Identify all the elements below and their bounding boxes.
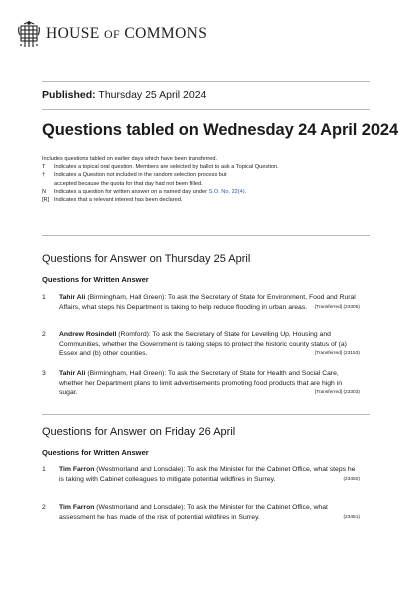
question-item: 2 Andrew Rosindell (Romford): To ask the Secretary of State for Levelling Up, Housing and Communities, whether the Government is taking steps to protect the historic county status of (a) Essex and (b) other counties. [Transferred] (23153) — [42, 331, 360, 358]
published-line — [42, 89, 206, 101]
divider — [42, 235, 370, 236]
divider — [42, 414, 370, 415]
section-heading: Questions for Answer on Friday 26 April — [42, 426, 236, 438]
intro-text: Includes questions tabled on earlier days which have been transferred. — [42, 156, 218, 162]
member-name: Tahir Ali — [59, 370, 86, 377]
divider — [42, 109, 370, 110]
portcullis-logo-icon — [18, 19, 40, 49]
house-of-commons-header — [18, 14, 207, 54]
section-subheading: Questions for Written Answer — [42, 448, 149, 457]
member-name: Tim Farron — [59, 504, 95, 511]
page-title: Questions tabled on Wednesday 24 April 2024 — [42, 121, 399, 139]
legend-item: N Indicates a question for written answer on a named day under S.O. No. 22(4). — [42, 188, 247, 195]
member-name: Tahir Ali — [59, 294, 86, 301]
question-item: 2 Tim Farron (Westmorland and Lonsdale): To ask the Minister for the Cabinet Office, what assessment he has made of the risk of potential wildfires in Surrey. (23451) — [42, 504, 360, 521]
question-reference: (23451) — [343, 514, 360, 520]
question-reference: (23450) — [343, 476, 360, 482]
question-number: 2 — [42, 331, 46, 338]
intro-legend — [42, 155, 372, 204]
member-name: Tim Farron — [59, 466, 95, 473]
question-number: 1 — [42, 466, 46, 473]
question-number: 1 — [42, 294, 46, 301]
section-subheading: Questions for Written Answer — [42, 275, 149, 284]
published-label: Published: — [42, 89, 96, 101]
legend-item: T Indicates a topical oral question. Members are selected by ballot to ask a Topical Question. — [42, 164, 279, 171]
house-title: HOUSE OF COMMONS — [46, 25, 208, 42]
member-name: Andrew Rosindell — [59, 331, 117, 338]
question-number: 2 — [42, 504, 46, 511]
question-reference: [Transferred] (23303) — [314, 390, 360, 396]
published-date: Thursday 25 April 2024 — [98, 89, 207, 101]
question-reference: [Transferred] (23305) — [314, 304, 360, 310]
question-reference: [Transferred] (23153) — [314, 351, 360, 357]
standing-order-link[interactable]: S.O. No. 22(4) — [208, 188, 245, 195]
question-item: 1 Tahir Ali (Birmingham, Hall Green): To ask the Secretary of State for Environment, Food and Rural Affairs, what steps his Department is taking to help reduce flooding in urban areas. [Transferred] (23305) — [42, 294, 360, 311]
question-number: 3 — [42, 370, 46, 377]
legend-item: † Indicates a Question not included in the random selection process but accepted because the quota for that day had not been filled. — [42, 172, 227, 187]
divider — [42, 81, 370, 82]
legend-item: [R] Indicates that a relevant interest has been declared. — [42, 197, 183, 204]
question-item: 1 Tim Farron (Westmorland and Lonsdale): To ask the Minister for the Cabinet Office, what steps he is taking with Cabinet colleagues to mitigate potential wildfires in Surrey. (23450) — [42, 466, 360, 483]
section-heading: Questions for Answer on Thursday 25 April — [42, 253, 251, 265]
question-item: 3 Tahir Ali (Birmingham, Hall Green): To ask the Secretary of State for Health and Social Care, whether her Department plans to limit advertisements promoting food products that are high in sugar. [Transferred] (23303) — [42, 370, 360, 397]
